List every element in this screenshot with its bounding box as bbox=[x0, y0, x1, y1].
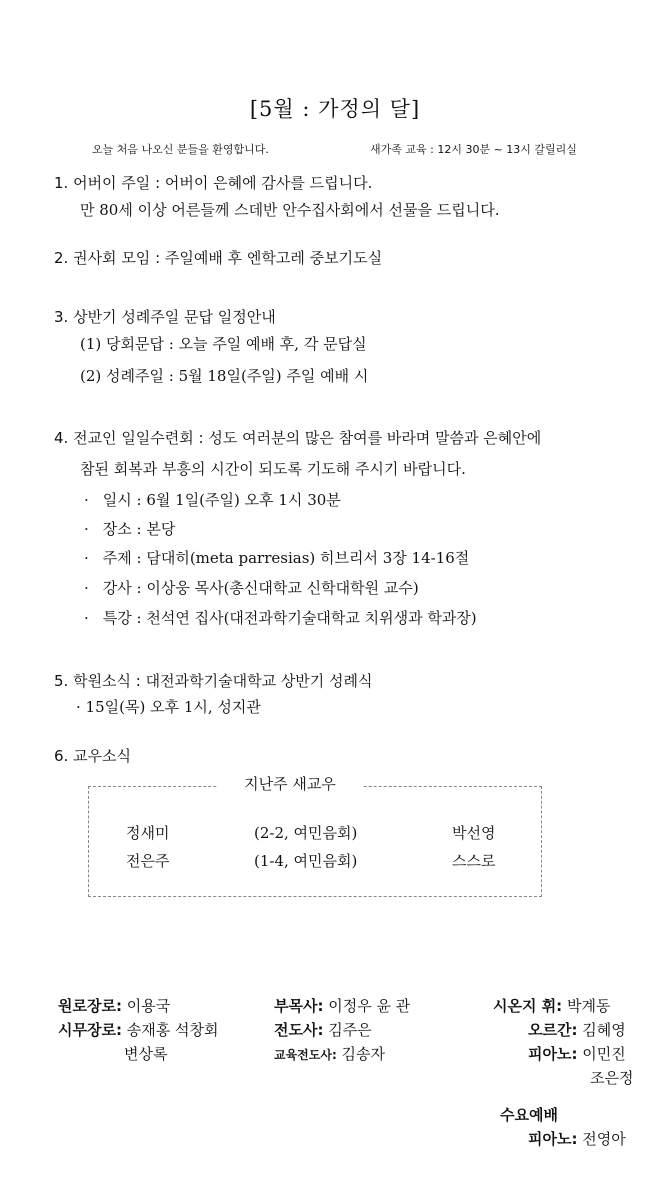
item-4-text: 성도 여러분의 많은 참여를 바라며 말씀과 은혜안에 bbox=[203, 429, 542, 447]
staff-serving-elders bbox=[58, 1019, 218, 1040]
staff-value: 이용국 bbox=[126, 997, 171, 1015]
staff-label: 교육전도사: bbox=[274, 1048, 337, 1062]
bullet-dot: · bbox=[84, 579, 89, 597]
item-3-sub1: (1) 당회문답 : 오늘 주일 예배 후, 각 문답실 bbox=[80, 335, 367, 353]
item-2-text: 주일예배 후 엔학고레 중보기도실 bbox=[160, 249, 383, 267]
staff-value: 김혜영 bbox=[582, 1021, 626, 1039]
staff-label: 시무장로: bbox=[58, 1021, 122, 1039]
staff-value: 조은정 bbox=[590, 1069, 634, 1087]
member-inviter: 스스로 bbox=[452, 852, 496, 870]
wednesday-piano bbox=[528, 1128, 626, 1149]
item-5-sub: · 15일(목) 오후 1시, 성지관 bbox=[76, 698, 261, 716]
bullet-theme bbox=[84, 547, 469, 568]
item-5 bbox=[54, 670, 373, 691]
staff-label: 부목사: bbox=[274, 997, 324, 1015]
staff-value: 김주은 bbox=[328, 1021, 372, 1039]
item-4-head: 4. 전교인 일일수련회 : bbox=[54, 429, 204, 447]
page-title: [5월 : 가정의 달] bbox=[249, 97, 421, 121]
bullet-dot: · bbox=[84, 491, 89, 509]
bullet-speaker-text: 강사 : 이상웅 목사(총신대학교 신학대학원 교수) bbox=[102, 579, 419, 597]
item-3-head: 3. 상반기 성례주일 문답 일정안내 bbox=[54, 308, 276, 326]
staff-label: 원로장로: bbox=[58, 997, 122, 1015]
wednesday-service-title: 수요예배 bbox=[500, 1106, 558, 1124]
staff-value: 전영아 bbox=[582, 1130, 626, 1148]
item-4-line2: 참된 회복과 부흥의 시간이 되도록 기도해 주시기 바랍니다. bbox=[80, 460, 466, 478]
staff-associate-pastor bbox=[274, 995, 410, 1016]
bullet-dot: · bbox=[84, 549, 89, 567]
item-4 bbox=[54, 427, 541, 448]
member-name: 전은주 bbox=[126, 852, 170, 870]
member-info: (1-4, 여민음회) bbox=[254, 852, 358, 870]
staff-value: 김송자 bbox=[341, 1045, 386, 1063]
bullet-date bbox=[84, 489, 341, 510]
item-6-head: 6. 교우소식 bbox=[54, 747, 132, 765]
item-2-head: 2. 권사회 모임 : bbox=[54, 249, 161, 267]
bullet-speaker bbox=[84, 577, 419, 598]
bullet-place bbox=[84, 518, 175, 539]
bullet-theme-text: 주제 : 담대히(meta parresias) 히브리서 3장 14-16절 bbox=[102, 549, 470, 567]
member-info: (2-2, 여민음회) bbox=[254, 824, 358, 842]
item-5-head: 5. 학원소식 : bbox=[54, 672, 141, 690]
bullet-place-text: 장소 : 본당 bbox=[102, 520, 176, 538]
staff-value: 박계동 bbox=[566, 997, 611, 1015]
staff-education-evangelist bbox=[274, 1043, 385, 1064]
staff-evangelist bbox=[274, 1019, 372, 1040]
bullet-date-text: 일시 : 6월 1일(주일) 오후 1시 30분 bbox=[102, 491, 341, 509]
item-1-head: 1. 어버이 주일 : bbox=[54, 174, 161, 192]
staff-value: 변상록 bbox=[124, 1045, 168, 1063]
staff-label: 피아노: bbox=[528, 1045, 578, 1063]
member-name: 정새미 bbox=[126, 824, 170, 842]
staff-organ bbox=[528, 1019, 626, 1040]
staff-piano bbox=[528, 1043, 626, 1064]
staff-value: 송재홍 석창회 bbox=[126, 1021, 219, 1039]
item-5-text: 대전과학기술대학교 상반기 성례식 bbox=[140, 672, 373, 690]
item-3-sub2: (2) 성례주일 : 5월 18일(주일) 주일 예배 시 bbox=[80, 367, 369, 385]
item-1-line2: 만 80세 이상 어른들께 스데반 안수집사회에서 선물을 드립니다. bbox=[80, 201, 500, 219]
bullet-lecture-text: 특강 : 천석연 집사(대전과학기술대학교 치위생과 학과장) bbox=[102, 609, 477, 627]
staff-value: 이정우 윤 관 bbox=[328, 997, 411, 1015]
staff-label: 전도사: bbox=[274, 1021, 324, 1039]
staff-label: 오르간: bbox=[528, 1021, 578, 1039]
item-1 bbox=[54, 172, 372, 193]
member-inviter: 박선영 bbox=[452, 824, 496, 842]
bullet-lecture bbox=[84, 607, 477, 628]
new-members-title: 지난주 새교우 bbox=[218, 773, 362, 794]
staff-label: 피아노: bbox=[528, 1130, 578, 1148]
item-2 bbox=[54, 247, 382, 268]
staff-label: 시온지 휘: bbox=[493, 997, 563, 1015]
new-family-education: 새가족 교육 : 12시 30분 ~ 13시 갈릴리실 bbox=[370, 143, 577, 156]
welcome-text: 오늘 처음 나오신 분들을 환영합니다. bbox=[92, 143, 269, 156]
staff-elder-emeritus bbox=[58, 995, 170, 1016]
bullet-dot: · bbox=[84, 520, 89, 538]
item-1-text: 어버이 은혜에 감사를 드립니다. bbox=[160, 174, 373, 192]
staff-value: 이민진 bbox=[582, 1045, 626, 1063]
staff-choir-conductor bbox=[493, 995, 610, 1016]
bullet-dot: · bbox=[84, 609, 89, 627]
